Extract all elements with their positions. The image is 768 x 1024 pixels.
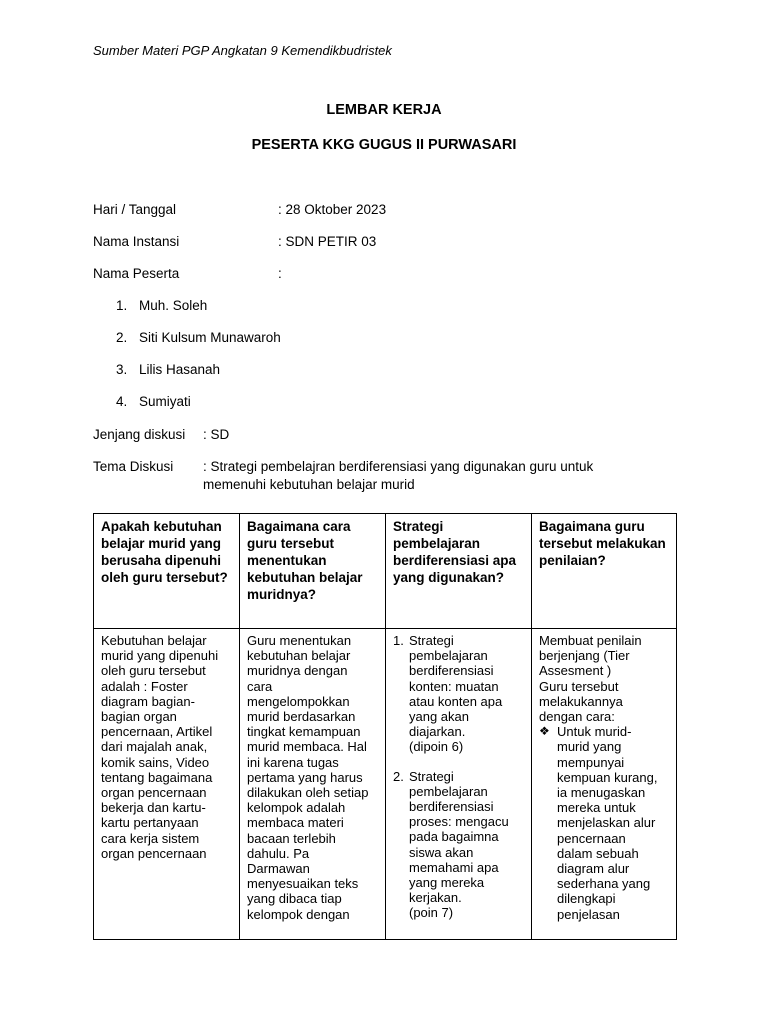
needs-assessment-text: Guru menentukan kebutuhan belajar muridnya dengan cara mengelompokkan murid berdasarkan tingkat kemampuan murid membaca. Hal ini karena tugas pertama yang harus dilakukan oleh setiap kelompok adalah membaca materi bacaan terlebih dahulu. Pa Darmawan menyesuaikan teks yang dibaca tiap kelompok dengan xyxy=(247,633,369,922)
date-value: : 28 Oktober 2023 xyxy=(278,202,387,217)
list-item xyxy=(116,362,281,394)
table-cell xyxy=(240,629,386,940)
strategy-text: Strategi pembelajaran berdiferensiasi proses: mengacu pada bagaimna siswa akan memahami apa yang mereka kerjakan. (poin 7) xyxy=(409,768,509,921)
list-item-number: 1. xyxy=(393,633,404,648)
jenjang-row xyxy=(93,427,229,442)
learning-needs-text: Kebutuhan belajar murid yang dipenuhi oleh guru tersebut adalah : Foster diagram bagian- bagian organ pencernaan, Artikel dari majalah anak, komik sains, Video tentang bagaimana organ pencernaan bekerja dan kartu- kartu pertanyaan cara kerja sistem organ pencernaan xyxy=(101,633,219,861)
institution-value: : SDN PETIR 03 xyxy=(278,234,377,249)
table-cell xyxy=(94,629,240,940)
institution-label: Nama Instansi xyxy=(93,234,180,249)
table-header-cell: Apakah kebutuhan belajar murid yang berusaha dipenuhi oleh guru tersebut? xyxy=(94,514,240,629)
document-subtitle: PESERTA KKG GUGUS II PURWASARI xyxy=(251,137,517,153)
list-item xyxy=(116,330,281,362)
table-header-row xyxy=(94,514,677,629)
list-item xyxy=(393,633,525,755)
table-header-cell: Bagaimana guru tersebut melakukan penilaian? xyxy=(532,514,677,629)
tema-row xyxy=(93,459,643,494)
list-item-number: 2. xyxy=(393,768,404,784)
table-header-cell: Strategi pembelajaran berdiferensiasi apa yang digunakan? xyxy=(386,514,532,629)
list-item-number: 4. xyxy=(116,394,128,409)
assessment-bullet-text: Untuk murid- murid yang mempunyai kempuan kurang, ia menugaskan mereka untuk menjelaskan alur pencernaan dalam sebuah diagram alur sederhana yang dilengkapi penjelasan xyxy=(557,724,658,922)
list-item-number: 1. xyxy=(116,298,128,313)
table-cell xyxy=(386,629,532,940)
participant-name: Sumiyati xyxy=(139,394,191,409)
tema-value: : Strategi pembelajran berdiferensiasi yang digunakan guru untuk memenuhi kebutuhan belajar murid xyxy=(203,459,594,492)
diamond-bullet-icon: ❖ xyxy=(539,724,550,739)
participants-value: : xyxy=(278,266,282,281)
participants-list xyxy=(116,298,281,426)
list-item xyxy=(539,724,670,922)
table-row xyxy=(94,629,677,940)
participants-label: Nama Peserta xyxy=(93,266,180,281)
participant-name: Siti Kulsum Munawaroh xyxy=(139,330,281,345)
assessment-intro-text: Membuat penilain berjenjang (Tier Assesment ) Guru tersebut melakukannya dengan cara: xyxy=(539,633,642,725)
tema-label: Tema Diskusi xyxy=(93,459,174,474)
jenjang-value: : SD xyxy=(203,427,230,442)
participant-name: Muh. Soleh xyxy=(139,298,208,313)
list-item xyxy=(116,394,281,426)
table-header-cell: Bagaimana cara guru tersebut menentukan kebutuhan belajar muridnya? xyxy=(240,514,386,629)
worksheet-table xyxy=(93,513,677,940)
source-note: Sumber Materi PGP Angkatan 9 Kemendikbudristek xyxy=(93,43,392,58)
table-cell xyxy=(532,629,677,940)
list-item-number: 2. xyxy=(116,330,128,345)
list-item-number: 3. xyxy=(116,362,128,377)
jenjang-label: Jenjang diskusi xyxy=(93,427,186,442)
document-title: LEMBAR KERJA xyxy=(326,102,442,118)
date-label: Hari / Tanggal xyxy=(93,202,177,217)
list-item xyxy=(116,298,281,330)
strategy-list xyxy=(393,633,525,921)
participant-name: Lilis Hasanah xyxy=(139,362,221,377)
strategy-text: Strategi pembelajaran berdiferensiasi konten: muatan atau konten apa yang akan diajarkan. (dipoin 6) xyxy=(409,633,503,755)
list-item xyxy=(393,769,525,921)
